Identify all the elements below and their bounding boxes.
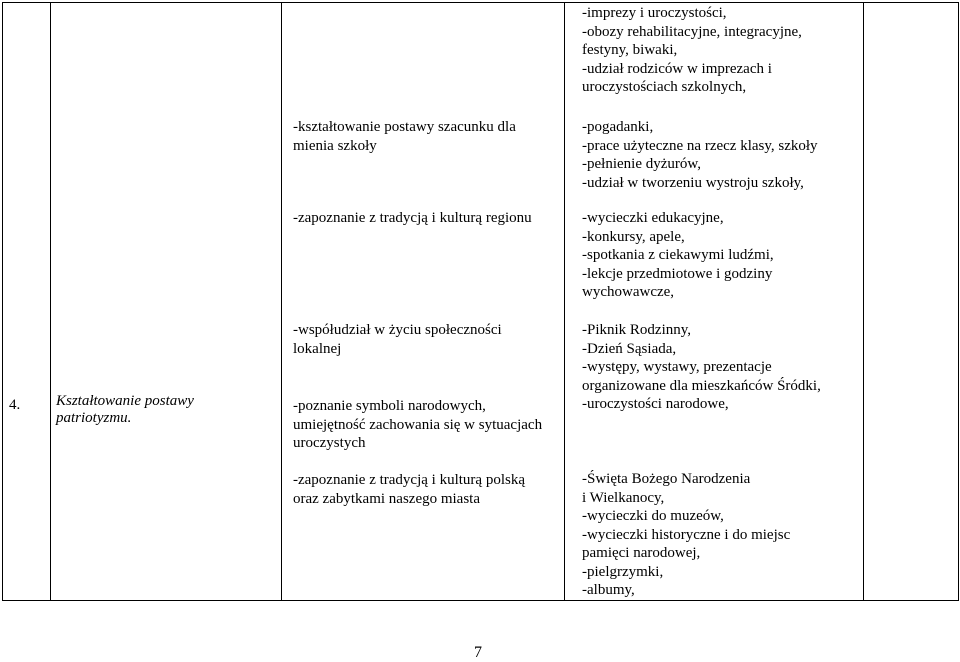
page-number: 7 bbox=[474, 644, 482, 661]
goals-cell bbox=[282, 3, 565, 601]
goal-item: -zapoznanie z tradycją i kulturą regionu bbox=[293, 210, 532, 226]
form-item: -imprezy i uroczystości, -obozy rehabilitacyjne, integracyjne, festyny, biwaki, -udział rodziców w imprezach i uroczystościach szkolnych, bbox=[582, 5, 802, 95]
row-name-cell bbox=[51, 3, 282, 601]
table-row bbox=[3, 3, 959, 601]
row-number: 4. bbox=[9, 397, 21, 413]
goal-item: -kształtowanie postawy szacunku dla mienia szkoły bbox=[293, 119, 516, 154]
form-item: -Święta Bożego Narodzenia i Wielkanocy, -wycieczki do muzeów, -wycieczki historyczne i do miejsc pamięci narodowej, -pielgrzymki, -albumy, bbox=[582, 471, 791, 598]
form-item: -wycieczki edukacyjne, -konkursy, apele, -spotkania z ciekawymi ludźmi, -lekcje przedmiotowe i godziny wychowawcze, bbox=[582, 210, 774, 300]
empty-cell bbox=[864, 3, 959, 601]
row-number-cell bbox=[3, 3, 51, 601]
goal-item: -współudział w życiu społeczności lokalnej bbox=[293, 322, 502, 357]
forms-cell bbox=[565, 3, 864, 601]
document-table bbox=[2, 2, 959, 601]
form-item: -pogadanki, -prace użyteczne na rzecz klasy, szkoły -pełnienie dyżurów, -udział w tworzeniu wystroju szkoły, bbox=[582, 119, 818, 191]
row-name: Kształtowanie postawy patriotyzmu. bbox=[56, 393, 194, 426]
form-item: -Piknik Rodzinny, -Dzień Sąsiada, -występy, wystawy, prezentacje organizowane dla mieszkańców Śródki, -uroczystości narodowe, bbox=[582, 322, 821, 412]
goal-item: -zapoznanie z tradycją i kulturą polską oraz zabytkami naszego miasta bbox=[293, 472, 525, 507]
goal-item: -poznanie symboli narodowych, umiejętność zachowania się w sytuacjach uroczystych bbox=[293, 398, 543, 451]
